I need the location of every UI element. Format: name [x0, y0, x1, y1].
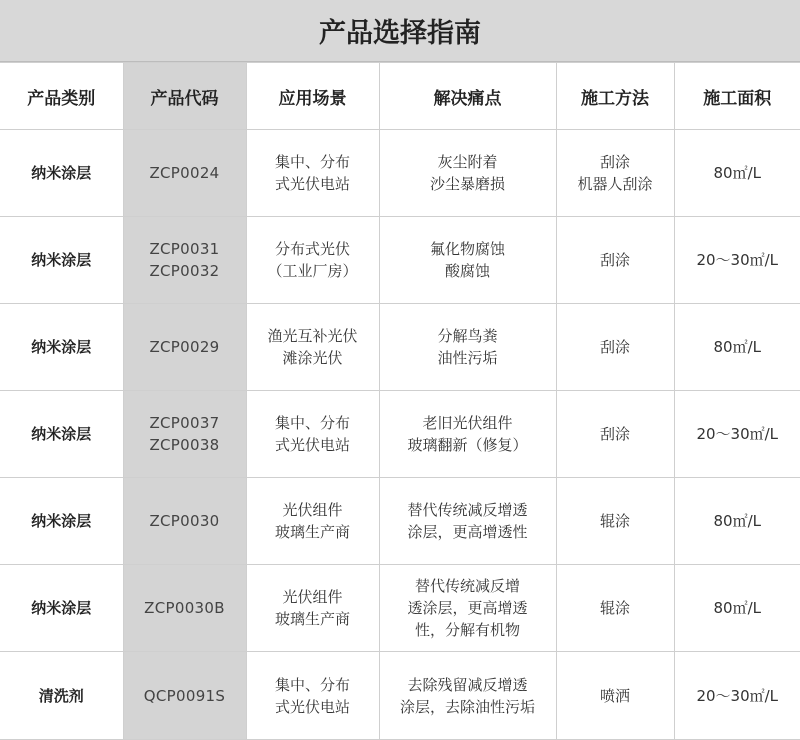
- table-row: [0, 652, 800, 740]
- pain-line: 涂层，去除油性污垢: [399, 697, 535, 716]
- pain-line: 涂层，更高增透性: [407, 523, 528, 541]
- code-line: ZCP0037: [149, 414, 220, 432]
- pain-line: 分解鸟粪: [437, 327, 498, 345]
- header-category: 产品类别: [0, 63, 123, 130]
- pain-line: 油性污垢: [437, 349, 498, 367]
- cell-pain-point: [379, 391, 556, 478]
- method-line: 刮涂: [599, 425, 630, 443]
- pain-line: 替代传统减反增: [414, 577, 520, 595]
- cell-area: 80㎡/L: [674, 130, 800, 217]
- pain-line: 去除残留减反增透: [407, 675, 528, 694]
- method-line: 刮涂: [599, 153, 630, 171]
- cell-area: 80㎡/L: [674, 565, 800, 652]
- cell-category: 纳米涂层: [0, 565, 123, 652]
- cell-pain-point: [379, 130, 556, 217]
- cell-method: [556, 565, 674, 652]
- code-line: ZCP0024: [149, 164, 220, 182]
- code-line: ZCP0038: [149, 436, 220, 454]
- pain-line: 替代传统减反增透: [407, 501, 528, 519]
- cell-area: 20～30㎡/L: [674, 217, 800, 304]
- cell-scenario: [246, 478, 379, 565]
- cell-category: 纳米涂层: [0, 478, 123, 565]
- scenario-line: 集中、分布: [274, 414, 350, 432]
- cell-pain-point: [379, 565, 556, 652]
- cell-pain-point: [379, 478, 556, 565]
- cell-category: 清洗剂: [0, 652, 123, 740]
- pain-line: 灰尘附着: [437, 153, 498, 171]
- header-code: 产品代码: [123, 63, 246, 130]
- table-row: [0, 478, 800, 565]
- cell-code: [123, 304, 246, 391]
- pain-line: 玻璃翻新（修复）: [407, 436, 528, 454]
- cell-pain-point: [379, 652, 556, 740]
- code-line: ZCP0031: [149, 240, 220, 258]
- cell-area: 80㎡/L: [674, 478, 800, 565]
- cell-category: 纳米涂层: [0, 130, 123, 217]
- code-line: ZCP0030B: [144, 599, 225, 617]
- cell-category: 纳米涂层: [0, 217, 123, 304]
- header-row: [0, 63, 800, 130]
- method-line: 辊涂: [599, 512, 630, 530]
- scenario-line: 式光伏电站: [274, 436, 350, 454]
- cell-code: [123, 391, 246, 478]
- scenario-line: （工业厂房）: [267, 262, 358, 280]
- scenario-line: 集中、分布: [274, 153, 350, 171]
- cell-area: 20～30㎡/L: [674, 391, 800, 478]
- cell-scenario: [246, 652, 379, 740]
- cell-scenario: [246, 217, 379, 304]
- scenario-line: 式光伏电站: [274, 175, 350, 193]
- pain-line: 性，分解有机物: [414, 621, 520, 639]
- header-pain-point: 解决痛点: [379, 63, 556, 130]
- scenario-line: 玻璃生产商: [274, 610, 350, 628]
- scenario-line: 滩涂光伏: [282, 349, 343, 367]
- cell-method: [556, 652, 674, 740]
- table-row: [0, 391, 800, 478]
- cell-method: [556, 130, 674, 217]
- cell-pain-point: [379, 217, 556, 304]
- method-line: 刮涂: [599, 251, 630, 269]
- cell-code: [123, 217, 246, 304]
- cell-category: 纳米涂层: [0, 304, 123, 391]
- cell-code: [123, 652, 246, 740]
- pain-line: 氟化物腐蚀: [429, 240, 505, 258]
- cell-method: [556, 478, 674, 565]
- scenario-line: 光伏组件: [282, 588, 343, 606]
- scenario-line: 玻璃生产商: [274, 523, 350, 541]
- scenario-line: 渔光互补光伏: [267, 327, 358, 345]
- method-line: 喷洒: [599, 686, 630, 705]
- cell-method: [556, 217, 674, 304]
- cell-code: [123, 478, 246, 565]
- code-line: ZCP0032: [149, 262, 220, 280]
- scenario-line: 集中、分布: [274, 675, 350, 694]
- code-line: ZCP0030: [149, 512, 220, 530]
- header-scenario: 应用场景: [246, 63, 379, 130]
- pain-line: 沙尘暴磨损: [429, 175, 505, 193]
- cell-area: 80㎡/L: [674, 304, 800, 391]
- table-row: [0, 565, 800, 652]
- product-guide-table: [0, 62, 800, 740]
- cell-code: [123, 130, 246, 217]
- cell-method: [556, 304, 674, 391]
- cell-scenario: [246, 304, 379, 391]
- page-title: 产品选择指南: [0, 0, 800, 62]
- method-line: 机器人刮涂: [577, 175, 653, 193]
- table-row: [0, 304, 800, 391]
- scenario-line: 式光伏电站: [274, 697, 350, 716]
- header-method: 施工方法: [556, 63, 674, 130]
- pain-line: 酸腐蚀: [444, 262, 490, 280]
- scenario-line: 光伏组件: [282, 501, 343, 519]
- cell-scenario: [246, 130, 379, 217]
- method-line: 刮涂: [599, 338, 630, 356]
- cell-pain-point: [379, 304, 556, 391]
- pain-line: 老旧光伏组件: [422, 414, 513, 432]
- cell-code: [123, 565, 246, 652]
- table-row: [0, 130, 800, 217]
- cell-method: [556, 391, 674, 478]
- scenario-line: 分布式光伏: [274, 240, 350, 258]
- cell-scenario: [246, 565, 379, 652]
- cell-scenario: [246, 391, 379, 478]
- method-line: 辊涂: [599, 599, 630, 617]
- table-row: [0, 217, 800, 304]
- cell-area: 20～30㎡/L: [674, 652, 800, 740]
- header-area: 施工面积: [674, 63, 800, 130]
- code-line: ZCP0029: [149, 338, 220, 356]
- pain-line: 透涂层，更高增透: [407, 599, 528, 617]
- cell-category: 纳米涂层: [0, 391, 123, 478]
- code-line: QCP0091S: [143, 686, 226, 705]
